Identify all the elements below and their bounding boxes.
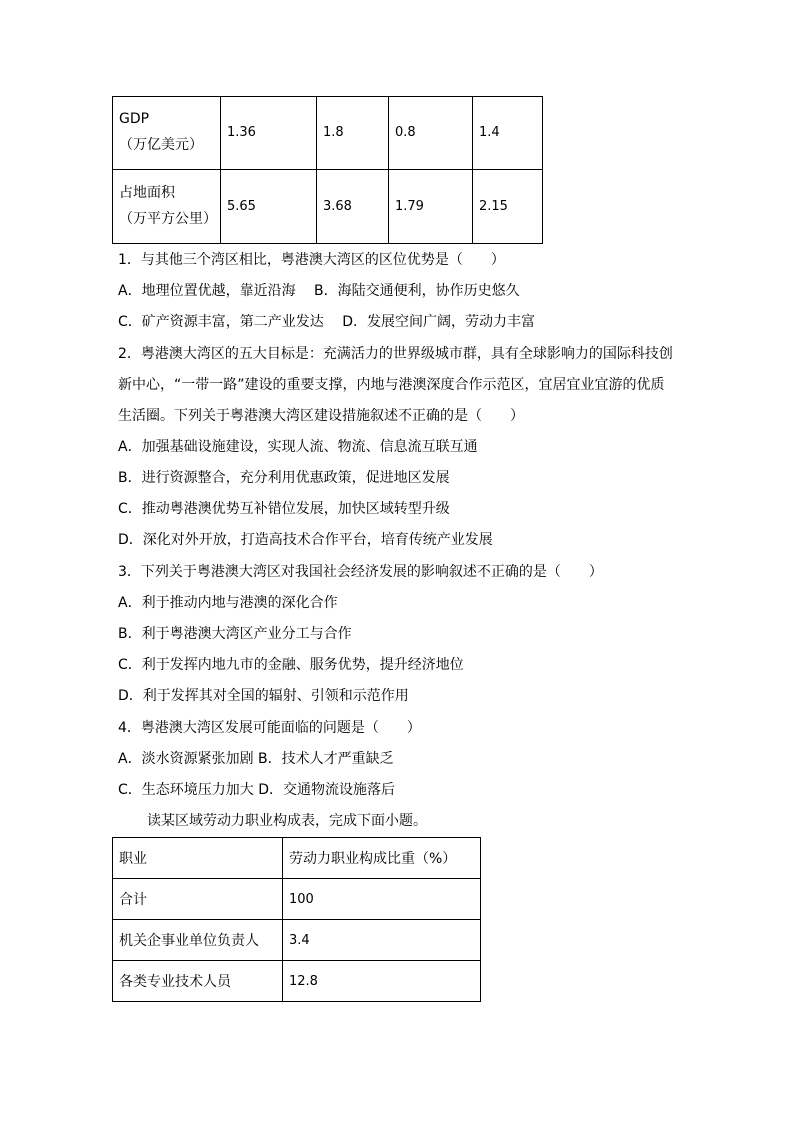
question-2-option-b: B．进行资源整合，充分利用优惠政策，促进地区发展 [118, 470, 450, 486]
table-row [113, 97, 543, 170]
table-row [113, 879, 481, 920]
question-2-stem-line2: 新中心，“一带一路”建设的重要支撑，内地与港澳深度合作示范区，宜居宜业宜游的优质 [118, 377, 665, 393]
column-header: 职业 [113, 838, 283, 879]
question-2-option-c: C．推动粤港澳优势互补错位发展，加快区域转型升级 [118, 501, 450, 517]
labor-structure-table [112, 837, 481, 1002]
question-2-option-d: D．深化对外开放，打造高技术合作平台，培育传统产业发展 [118, 532, 493, 548]
row-label-gdp [113, 97, 221, 170]
column-header: 劳动力职业构成比重（%） [283, 838, 481, 879]
question-2-stem-line3: 生活圈。下列关于粤港澳大湾区建设措施叙述不正确的是（ ） [118, 408, 524, 424]
question-1-options-cd: C．矿产资源丰富，第二产业发达 D．发展空间广阔，劳动力丰富 [118, 314, 536, 330]
table-cell: 12.8 [283, 961, 481, 1002]
question-3-option-b: B．利于粤港澳大湾区产业分工与合作 [118, 626, 352, 642]
row-label-line1: 占地面积 [119, 184, 175, 201]
table-cell: 2.15 [473, 170, 543, 244]
row-label-line2: （万亿美元） [119, 137, 203, 153]
table-cell: 3.4 [283, 920, 481, 961]
table-cell: 1.79 [389, 170, 473, 244]
question-3-stem: 3．下列关于粤港澳大湾区对我国社会经济发展的影响叙述不正确的是（ ） [118, 564, 603, 580]
table-cell: 5.65 [221, 170, 317, 244]
table-cell: 1.4 [473, 97, 543, 170]
table-cell: 1.36 [221, 97, 317, 170]
table-row [113, 920, 481, 961]
row-label-line1: GDP [119, 111, 150, 127]
table-cell: 100 [283, 879, 481, 920]
question-3-option-c: C．利于发挥内地九市的金融、服务优势，提升经济地位 [118, 657, 464, 673]
row-label-area [113, 170, 221, 244]
table-cell: 合计 [113, 879, 283, 920]
table-cell: 0.8 [389, 97, 473, 170]
question-4-options-cd: C．生态环境压力加大 D．交通物流设施落后 [118, 782, 396, 798]
table-cell: 1.8 [317, 97, 389, 170]
question-4-options-ab: A．淡水资源紧张加剧 B．技术人才严重缺乏 [118, 751, 394, 767]
table-header-row [113, 838, 481, 879]
table-row [113, 961, 481, 1002]
question-2-stem-line1: 2．粤港澳大湾区的五大目标是：充满活力的世界级城市群，具有全球影响力的国际科技创 [118, 346, 673, 362]
question-1-stem: 1．与其他三个湾区相比，粤港澳大湾区的区位优势是（ ） [118, 252, 505, 268]
question-2-option-a: A．加强基础设施建设，实现人流、物流、信息流互联互通 [118, 439, 478, 455]
table-cell: 各类专业技术人员 [113, 961, 283, 1002]
question-3-option-d: D．利于发挥其对全国的辐射、引领和示范作用 [118, 688, 409, 704]
gdp-area-table [112, 96, 543, 244]
table-row [113, 170, 543, 244]
table-cell: 机关企事业单位负责人 [113, 920, 283, 961]
question-4-stem: 4．粤港澳大湾区发展可能面临的问题是（ ） [118, 720, 421, 736]
row-label-line2: （万平方公里） [119, 210, 217, 227]
question-1-options-ab: A．地理位置优越，靠近沿海 B．海陆交通便利，协作历史悠久 [118, 283, 520, 299]
instruction-text: 读某区域劳动力职业构成表，完成下面小题。 [147, 813, 427, 829]
table-cell: 3.68 [317, 170, 389, 244]
question-3-option-a: A．利于推动内地与港澳的深化合作 [118, 595, 338, 611]
